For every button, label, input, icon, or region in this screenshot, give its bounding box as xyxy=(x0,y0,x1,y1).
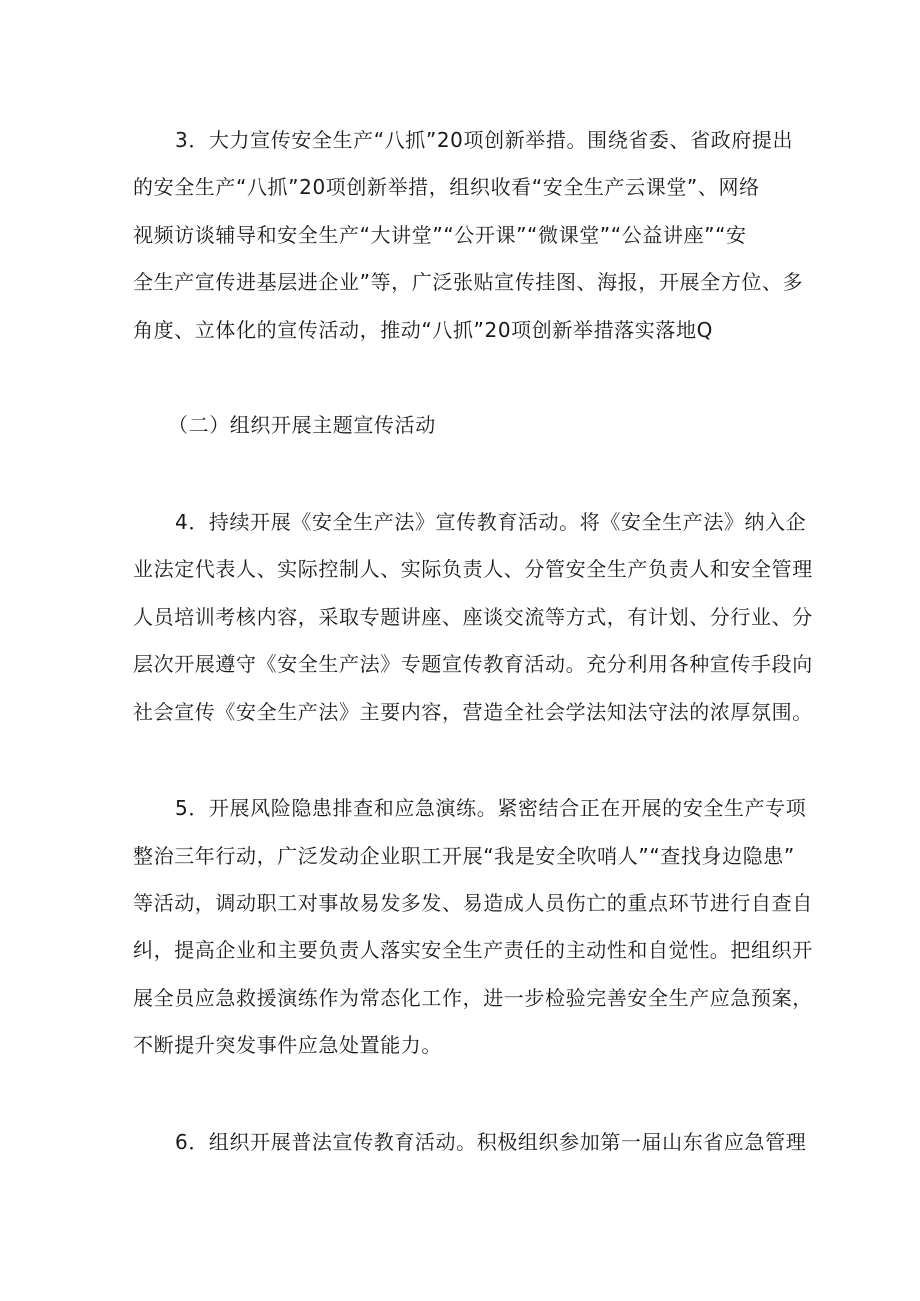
paragraph-5-line-2: 整治三年行动，广泛发动企业职工开展“我是安全吹哨人”“查找身边隐患” xyxy=(133,844,795,868)
paragraph-5-line-5: 展全员应急救援演练作为常态化工作，进一步检验完善安全生产应急预案， xyxy=(133,986,813,1010)
paragraph-3-line-5: 角度、立体化的宣传活动，推动“八抓”20项创新举措落实落地Q xyxy=(133,318,713,342)
paragraph-3-line-1: 3．大力宣传安全生产“八抓”20项创新举措。围绕省委、省政府提出 xyxy=(175,128,794,152)
paragraph-4-line-5: 社会宣传《安全生产法》主要内容，营造全社会学法知法守法的浓厚氛围。 xyxy=(133,700,813,724)
paragraph-5-line-4: 纠，提高企业和主要负责人落实安全生产责任的主动性和自觉性。把组织开 xyxy=(133,938,813,962)
paragraph-5-line-6: 不断提升突发事件应急处置能力。 xyxy=(133,1033,442,1057)
paragraph-4-line-4: 层次开展遵守《安全生产法》专题宣传教育活动。充分利用各种宣传手段向 xyxy=(133,652,813,676)
paragraph-4-line-1: 4．持续开展《安全生产法》宣传教育活动。将《安全生产法》纳入企 xyxy=(175,510,807,534)
paragraph-3-line-4: 全生产宣传进基层进企业”等，广泛张贴宣传挂图、海报，开展全方位、多 xyxy=(133,270,804,294)
paragraph-5-line-3: 等活动，调动职工对事故易发多发、易造成人员伤亡的重点环节进行自查自 xyxy=(133,891,813,915)
paragraph-6-line-1: 6．组织开展普法宣传教育活动。积极组织参加第一届山东省应急管理 xyxy=(175,1130,807,1154)
paragraph-3-line-3: 视频访谈辅导和安全生产“大讲堂”“公开课”“微课堂”“公益讲座”“安 xyxy=(133,223,747,247)
paragraph-4-line-3: 人员培训考核内容，采取专题讲座、座谈交流等方式，有计划、分行业、分 xyxy=(133,605,813,629)
paragraph-4-line-2: 业法定代表人、实际控制人、实际负责人、分管安全生产负责人和安全管理 xyxy=(133,557,813,581)
paragraph-5-line-1: 5．开展风险隐患排查和应急演练。紧密结合正在开展的安全生产专项 xyxy=(175,796,807,820)
section-heading: （二）组织开展主题宣传活动 xyxy=(168,413,436,437)
paragraph-3-line-2: 的安全生产“八抓”20项创新举措，组织收看“安全生产云课堂”、网络 xyxy=(133,175,760,199)
